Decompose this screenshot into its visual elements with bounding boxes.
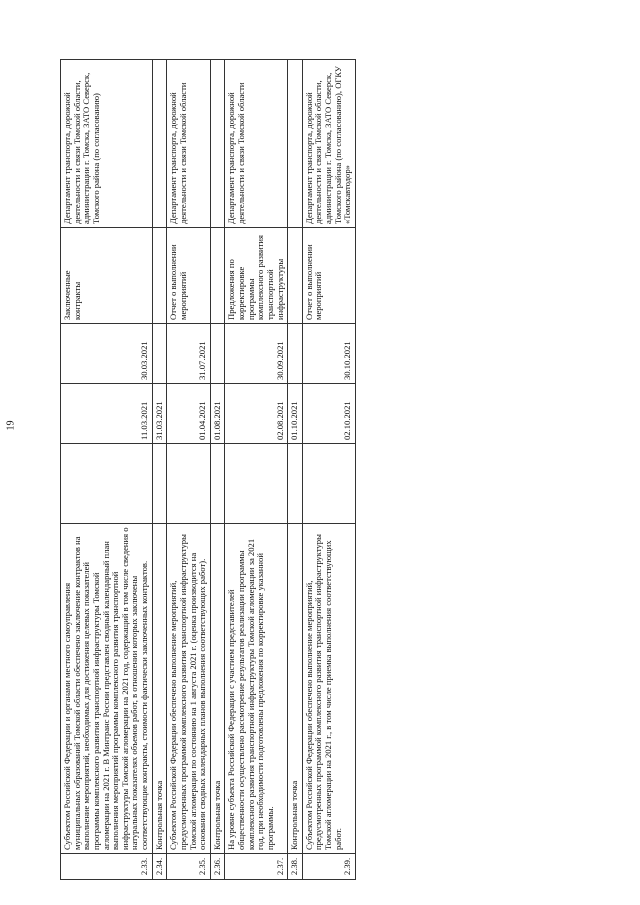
- empty-cell: [288, 444, 303, 524]
- row-number: 2.36.: [210, 854, 225, 880]
- row-number: 2.33.: [61, 854, 153, 880]
- responsible: [152, 60, 167, 228]
- end-date: 30.03.2021: [61, 324, 153, 384]
- table-row: [302, 60, 355, 880]
- row-number: 2.39.: [302, 854, 355, 880]
- row-description: Контрольная точка: [210, 524, 225, 854]
- empty-cell: [210, 444, 225, 524]
- row-number: 2.34.: [152, 854, 167, 880]
- result-document: [152, 228, 167, 324]
- end-date: [152, 324, 167, 384]
- row-description: Контрольная точка: [152, 524, 167, 854]
- empty-cell: [152, 444, 167, 524]
- table-row: [210, 60, 225, 880]
- table-row: [167, 60, 211, 880]
- end-date: 30.09.2021: [225, 324, 288, 384]
- start-date: 02.10.2021: [302, 384, 355, 444]
- row-number: 2.38.: [288, 854, 303, 880]
- start-date: 02.08.2021: [225, 384, 288, 444]
- result-document: Отчет о выполнении мероприятий: [302, 228, 355, 324]
- table-sheet: [60, 60, 580, 880]
- start-date: 01.10.2021: [288, 384, 303, 444]
- row-number: 2.35.: [167, 854, 211, 880]
- table-row: [288, 60, 303, 880]
- start-date: 31.03.2021: [152, 384, 167, 444]
- table-row: [225, 60, 288, 880]
- start-date: 01.08.2021: [210, 384, 225, 444]
- responsible: Департамент транспорта, дорожной деятельности и связи Томской области, администрации г. Томска, ЗАТО Северск, Томского района (по согласованию): [61, 60, 153, 228]
- start-date: 01.04.2021: [167, 384, 211, 444]
- result-document: Заключенные контракты: [61, 228, 153, 324]
- responsible: Департамент транспорта, дорожной деятельности и связи Томской области: [225, 60, 288, 228]
- empty-cell: [225, 444, 288, 524]
- result-document: Предложения по корректировке программы комплексного развития транспортной инфраструктуры: [225, 228, 288, 324]
- result-document: [210, 228, 225, 324]
- end-date: 31.07.2021: [167, 324, 211, 384]
- row-description: Субъектом Российской Федерации обеспечено выполнение мероприятий, предусмотренных программой комплексного развития транспортной инфраструктуры Томской агломерации на 2021 г., в том числе приемка выполнения соответствующих работ.: [302, 524, 355, 854]
- table-row: [152, 60, 167, 880]
- end-date: [210, 324, 225, 384]
- empty-cell: [61, 444, 153, 524]
- result-document: [288, 228, 303, 324]
- responsible: Департамент транспорта, дорожной деятельности и связи Томской области, администрации г. Томска, ЗАТО Северск, Томского района (по согласованию), ОГКУ «Томскавтодор»: [302, 60, 355, 228]
- responsible: [210, 60, 225, 228]
- row-description: Контрольная точка: [288, 524, 303, 854]
- row-number: 2.37.: [225, 854, 288, 880]
- empty-cell: [302, 444, 355, 524]
- row-description: Субъектом Российской Федерации и органами местного самоуправления муниципальных образований Томской области обеспечено заключение контрактов на выполнение мероприятий, необходимых для достижения целевых показателей программы комплексного развития транспортной инфраструктуры Томской агломерации на 2021 г. В Минтранс России представлен сводный календарный план выполнения мероприятий программы комплексного развития транспортной инфраструктуры Томской агломерации на 2021 год, содержащий в том числе сведения о натуральных показателях объемов работ, в отношении которых заключены соответствующие контракты, стоимости фактически заключенных контрактов.: [61, 524, 153, 854]
- row-description: Субъектом Российской Федерации обеспечено выполнение мероприятий, предусмотренных программой комплексного развития транспортной инфраструктуры Томской агломерации по состоянию на 1 августа 2021 г. (оценка производится на основании сводных календарных планов выполнения соответствующих работ).: [167, 524, 211, 854]
- empty-cell: [167, 444, 211, 524]
- result-document: Отчет о выполнении мероприятий: [167, 228, 211, 324]
- plan-table: [60, 59, 356, 880]
- end-date: 30.10.2021: [302, 324, 355, 384]
- table-body: [61, 60, 356, 880]
- row-description: На уровне субъекта Российской Федерации с участием представителей общественности осуществлено рассмотрение результатов реализации программы комплексного развития транспортной инфраструктуры Томской агломерации за 2021 год, при необходимости подготовлены предложения по корректировке указанной программы.: [225, 524, 288, 854]
- start-date: 11.03.2021: [61, 384, 153, 444]
- responsible: Департамент транспорта, дорожной деятельности и связи Томской области: [167, 60, 211, 228]
- end-date: [288, 324, 303, 384]
- responsible: [288, 60, 303, 228]
- page-number: 19: [5, 420, 17, 431]
- table-row: [61, 60, 153, 880]
